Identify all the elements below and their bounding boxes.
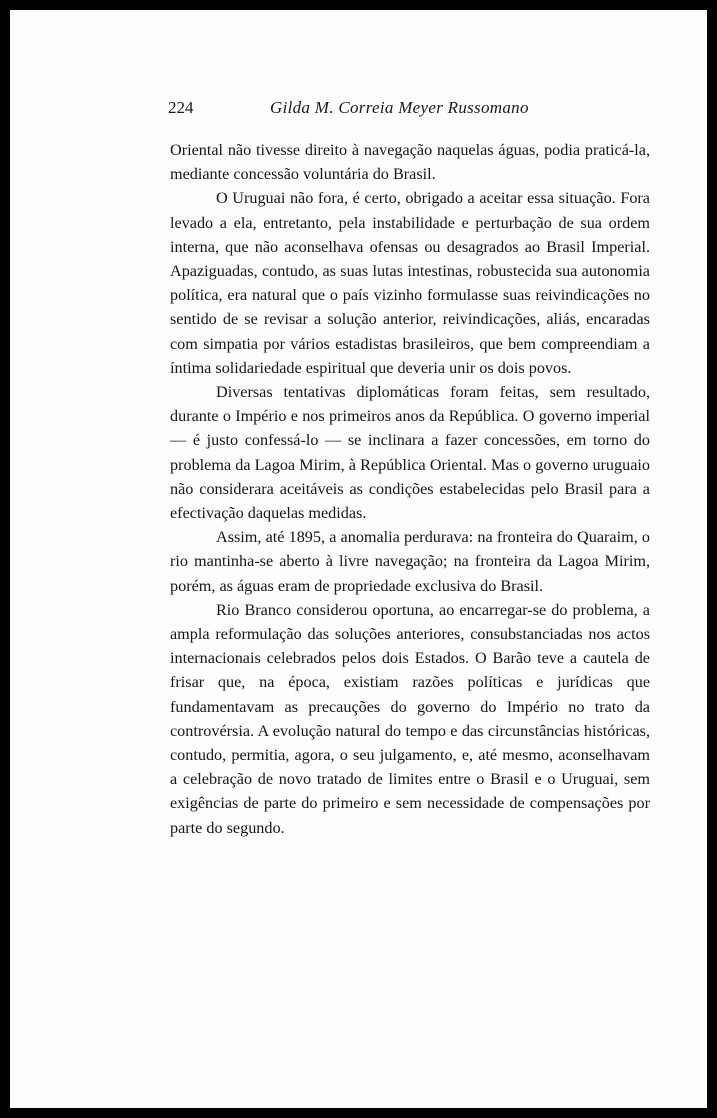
paragraph: Diversas tentativas diplomáticas foram feitas, sem resultado, durante o Império e nos primeiros anos da República. O governo imperial — é justo confessá-lo — se inclinara a fazer concessões, em torno do problema da Lagoa Mirim, à República Oriental. Mas o governo uruguaio não considerara aceitáveis as condições estabelecidas pelo Brasil para a efectivação daquelas medidas. — [170, 383, 650, 523]
body-text — [170, 138, 650, 840]
paragraph: Rio Branco considerou oportuna, ao encarregar-se do problema, a ampla reformulação das soluções anteriores, consubstanciadas nos actos internacionais celebrados pelos dois Estados. O Barão teve a cautela de frisar que, na época, existiam razões políticas e jurídicas que fundamentavam as precauções do governo do Império no trato da controvérsia. A evolução natural do tempo e das circunstâncias históricas, contudo, permitia, agora, o seu julgamento, e, até mesmo, aconselhavam a celebração de novo tratado de limites entre o Brasil e o Uruguai, sem exigências de parte do primeiro e sem necessidade de compensações por parte do segundo. — [170, 600, 650, 837]
paragraph: O Uruguai não fora, é certo, obrigado a aceitar essa situação. Fora levado a ela, entretanto, pela instabilidade e perturbação de sua ordem interna, que não aconselhava ofensas ou desagrados ao Brasil Imperial. Apaziguadas, contudo, as suas lutas intestinas, robustecida sua autonomia política, era natural que o país vizinho formulasse suas reivindicações no sentido de se revisar a solução anterior, reivindicações, aliás, encaradas com simpatia por vários estadistas brasileiros, que bem compreendiam a íntima solidariedade espiritual que deveria unir os dois povos. — [170, 189, 650, 377]
page-number: 224 — [168, 98, 194, 117]
paragraph-continued: Oriental não tivesse direito à navegação naquelas águas, podia praticá-la, mediante concessão voluntária do Brasil. — [170, 141, 650, 184]
page-header — [168, 98, 652, 122]
running-head: Gilda M. Correia Meyer Russomano — [270, 98, 529, 117]
paragraph: Assim, até 1895, a anomalia perdurava: na fronteira do Quaraim, o rio mantinha-se aberto à livre navegação; na fronteira da Lagoa Mirim, porém, as águas eram de propriedade exclusiva do Brasil. — [170, 528, 650, 595]
book-page — [10, 10, 707, 1108]
